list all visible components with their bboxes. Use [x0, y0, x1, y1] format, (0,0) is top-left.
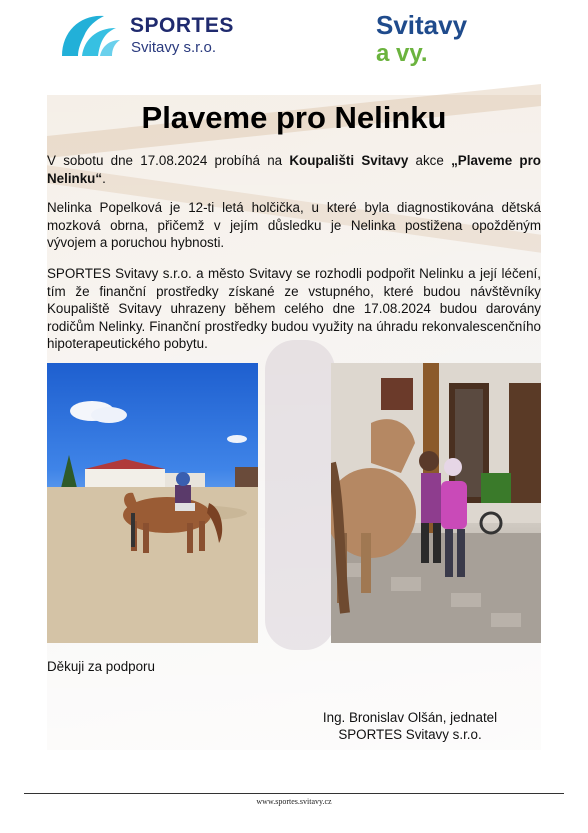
child-with-horse-illustration: [331, 363, 541, 643]
venue-name: Koupališti Svitavy: [289, 153, 409, 168]
sportes-logo-name: SPORTES: [130, 14, 234, 37]
page-title: Plaveme pro Nelinku: [141, 100, 447, 135]
thanks-text: Děkuji za podporu: [47, 659, 155, 674]
child-with-horse-photo: [331, 363, 541, 643]
footer-website: www.sportes.svitavy.cz: [256, 797, 332, 806]
city-logo-line2: a vy.: [376, 40, 428, 67]
event-name: „Plaveme pro Nelinku“: [47, 153, 541, 186]
intro-text: akce: [408, 153, 452, 168]
city-logo-line1: Svitavy: [376, 10, 468, 40]
background-child-figure: [265, 340, 335, 650]
sportes-logo-subtitle: Svitavy s.r.o.: [131, 39, 217, 56]
footer-divider: [24, 793, 564, 794]
intro-text: V sobotu dne 17.08.2024 probíhá na: [47, 153, 290, 168]
about-paragraph: Nelinka Popelková je 12-ti letá holčička, u které byla diagnostikována dětská mozková obrna, přičemž v jejím důsledku je Nelinka postižena opožděným vývojem a poruchou hybnosti.: [47, 200, 541, 250]
support-paragraph: SPORTES Svitavy s.r.o. a město Svitavy se rozhodli podpořit Nelinku a její léčení, tím že finanční prostředky získané ze vstupného, které budou návštěvníky Koupaliště Svitavy uhrazeny během celého dne 17.08.2024 budou darovány rodičům Nelinky. Finanční prostředky budou využity na úhradu rekonvalescenčního hipoterapeutického pobytu.: [47, 266, 541, 351]
horse-riding-photo: [47, 363, 258, 643]
sportes-logo: [58, 10, 248, 60]
sportes-wave-icon: [58, 10, 122, 60]
signature-name: Ing. Bronislav Olšán, jednatel: [322, 710, 498, 725]
svitavy-city-logo: [376, 10, 506, 70]
signature-company: SPORTES Svitavy s.r.o.: [338, 727, 482, 742]
horse-riding-illustration: [47, 363, 258, 643]
intro-paragraph: [47, 152, 541, 187]
intro-text: .: [102, 170, 106, 186]
